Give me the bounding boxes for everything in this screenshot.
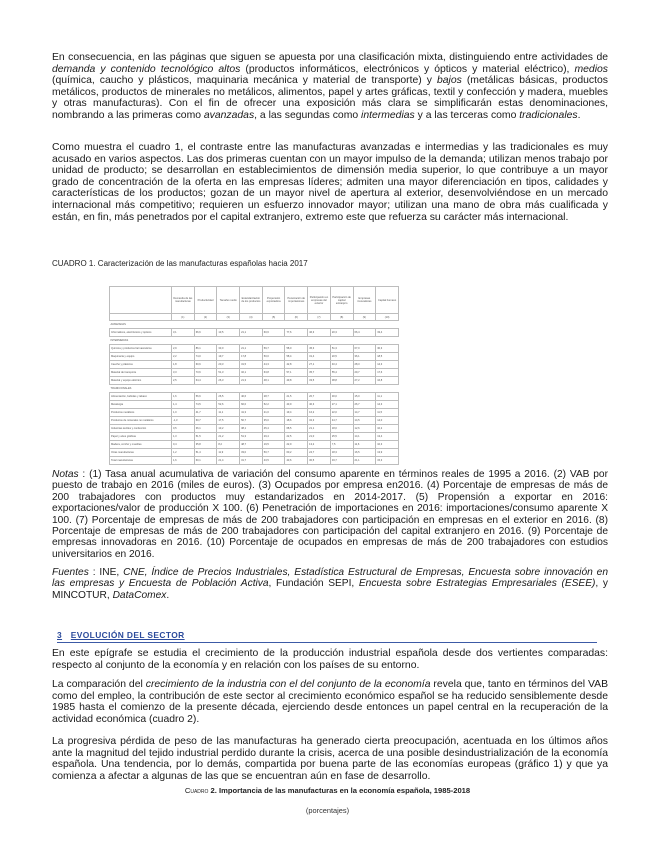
table1-cell: 22,9 (285, 441, 308, 449)
table1-cell: 60,0 (240, 401, 263, 409)
paragraph-contrast (52, 142, 608, 223)
table1-cell: 14,0 (376, 417, 399, 425)
table1-column-number (110, 314, 172, 321)
table1-cell: 29,4 (262, 433, 285, 441)
table1-cell: 32,1 (240, 369, 263, 377)
table1-cell: 74,0 (194, 353, 217, 361)
table2-caption-title: 2. Importancia de las manufacturas en la economía española, 1985-2018 (210, 786, 471, 795)
table1-cell: 21,5 (285, 393, 308, 401)
text-run: (química, caucho y plásticos, maquinaria mecánica y material de transporte) y (52, 75, 437, 87)
table1-column-number: (10) (376, 314, 399, 321)
table1-cell: 45,4 (262, 425, 285, 433)
table1-sources (52, 567, 608, 601)
table1-cell: 44,7 (330, 417, 353, 425)
table1-row (110, 393, 399, 401)
table1-row-label: Alimentación, bebidas y tabaco (110, 393, 172, 401)
table1-cell: 14,3 (376, 361, 399, 369)
table1-cell: 14,3 (376, 401, 399, 409)
table1-cell: 57,1 (285, 369, 308, 377)
table1-cell: 43,5 (262, 457, 285, 465)
table1-cell: 11,5 (376, 409, 399, 417)
table1-section-filler (172, 337, 399, 345)
table1-cell: 35,0 (262, 417, 285, 425)
table1-cell: 33,0 (240, 449, 263, 457)
table1-cell: 56,6 (194, 393, 217, 401)
table1-cell: 31,7 (240, 457, 263, 465)
table1-cell: 10,2 (376, 425, 399, 433)
table1-cell: 44,3 (262, 361, 285, 369)
table1-cell: 17,6 (376, 369, 399, 377)
table1-cell: 40,4 (330, 361, 353, 369)
table1-cell: 3,1 (172, 329, 195, 337)
italic-run: medios (574, 63, 608, 75)
table1-cell: 10,3 (376, 441, 399, 449)
table1-column-number: (2) (194, 314, 217, 321)
table2-subcaption: (porcentajes) (305, 806, 350, 815)
table1-row-label: Otras manufacturas (110, 449, 172, 457)
table1-cell: 16,2 (308, 409, 331, 417)
table1-column-number: (8) (330, 314, 353, 321)
table1-cell: 38,1 (240, 425, 263, 433)
paragraph-section-intro (52, 648, 608, 671)
table1-cell: 2,2 (172, 353, 195, 361)
text-run: : (1) Tasa anual acumulativa de variación del consumo aparente en términos reales de 1995 a 2016. (2) VAB por puesto de trabajo en 2016 (miles de euros). (3) Ocupados por empresa en2016. (4) Porcentaje de empresas de más de 200 trabajadores con productos muy estandarizados en 2014-2017. (5) Propensión a exportar en 2016: exportaciones/valor de producción X 100. (6) Penetración de importaciones en 2016: importaciones/consumo aparente X 100. (7) Porcentaje de empresas de más de 200 trabajadores con participación en empresas en el exterior en 2016. (8) Porcentaje de empresas de más de 200 trabajadores con participación del capital extranjero en 2016. (9) Porcentaje de empresas innovadoras en 2016. (10) Porcentaje de ocupados en empresas de más de 200 trabajadores con estudios universitarios en 2016. (52, 469, 608, 560)
table2-caption-lead: Cuadro (184, 786, 209, 795)
table1-cell: 35,7 (308, 369, 331, 377)
table1-header-cell: Demanda de las manufacturas (172, 287, 195, 314)
table1-section-row (110, 337, 399, 345)
table1-column-number: (5) (262, 314, 285, 321)
text-run: Como muestra el cuadro 1, el contraste entre las manufacturas avanzadas e intermedias y las tradicionales es muy acusado en varios aspectos. Las dos primeras cuentan con un mayor impulso de la demanda; utilizan menos trabajo por unidad de producto; se desarrollan en establecimientos de dimensión media superior, lo que contribuye a un mayor grado de concentración de la oferta en las empresas líderes; admiten una mayor diferenciación en tipos, calidades y características de los productos; gozan de un mayor nivel de apertura al exterior, desenvolviéndose en un mercado internacional más competitivo; requieren un esfuerzo innovador mayor; utilizan una mano de obra más cualificada y están, en fin, más penetrados por el capital extranjero, extremo este que refuerza su carácter más internacional. (52, 142, 608, 223)
table1-cell: 1,4 (172, 401, 195, 409)
table1-section-filler (172, 321, 399, 329)
table1-cell: 73,6 (194, 369, 217, 377)
table1-cell: 15,0 (353, 393, 376, 401)
table1-cell: 67,0 (353, 345, 376, 353)
table1-cell: 20,3 (330, 329, 353, 337)
paragraph-classification (52, 52, 608, 122)
table1-cell: 7,5 (330, 441, 353, 449)
table1-cell: 50,7 (262, 449, 285, 457)
table1-cell: 33,4 (376, 329, 399, 337)
table1-section-row (110, 385, 399, 393)
table1-cell: 26,7 (353, 401, 376, 409)
table1-cell: 26,5 (217, 393, 240, 401)
table1-grid (109, 286, 399, 465)
table1-cell: 35,8 (194, 441, 217, 449)
table1-cell: 48,1 (262, 377, 285, 385)
table1-cell: 58,4 (285, 353, 308, 361)
table1-cell: 60,1 (194, 457, 217, 465)
table1-cell: 1,2 (172, 449, 195, 457)
text-run: En consecuencia, en las páginas que siguen se apuesta por una clasificación mixta, distinguiendo entre actividades de (52, 52, 608, 63)
table1-cell: 21,3 (240, 377, 263, 385)
table1-row (110, 433, 399, 441)
text-run: , y MINCOTUR, (52, 578, 608, 601)
table1-cell: 20,7 (308, 393, 331, 401)
paragraph-deindustrialization (52, 736, 608, 782)
table1-row-label: Caucho y plásticos (110, 361, 172, 369)
italic-run: demanda y contenido tecnológico altos (52, 63, 241, 75)
table1-cell: 36,1 (353, 353, 376, 361)
table1-cell: 19,4 (285, 409, 308, 417)
table1-cell: 50,0 (262, 353, 285, 361)
table1-cell: 25,5 (330, 433, 353, 441)
text-run: , a las segundas como (254, 109, 362, 121)
italic-run: Encuesta sobre Estrategias Empresariales (ESEE) (358, 578, 596, 590)
table1-cell: 2,5 (172, 377, 195, 385)
table1-cell: 20,3 (217, 361, 240, 369)
table1-cell: 77,6 (285, 329, 308, 337)
table1-cell: 21,2 (217, 433, 240, 441)
table1-cell: 1,6 (172, 393, 195, 401)
table1-cell: 14,7 (353, 409, 376, 417)
table1-cell: 27,1 (330, 401, 353, 409)
table1-cell: 60,6 (262, 329, 285, 337)
table1-cell: 64,4 (194, 377, 217, 385)
table1-cell: 51,4 (194, 449, 217, 457)
text-run: . (166, 589, 170, 601)
table1-section-filler (172, 385, 399, 393)
table1-cell: 63,8 (262, 369, 285, 377)
text-run: La comparación del (52, 679, 146, 690)
table1-cell: 19,5 (262, 441, 285, 449)
table1-row (110, 377, 399, 385)
table1-row-label: Metalurgia (110, 401, 172, 409)
table1-column-number: (7) (308, 314, 331, 321)
italic-run: intermedias (361, 109, 415, 121)
text-run: . (577, 109, 581, 121)
table1-cell: 21,0 (308, 433, 331, 441)
table1-row-label: TRADICIONALES (110, 385, 172, 393)
table1-cell: 1,6 (172, 457, 195, 465)
table1-cell: 17,5 (217, 417, 240, 425)
table1-cell: 86,1 (194, 345, 217, 353)
italic-run: Notas (52, 469, 79, 480)
table1-cell: 41,7 (194, 409, 217, 417)
table1-cell: 49,8 (285, 377, 308, 385)
text-run: La progresiva pérdida de peso de las manufacturas ha generado cierta preocupación, acentuada en los últimos años ante la magnitud del tejido industrial perdido durante la crisis, acerca de una posible desindustrialización de la economía española. Una tendencia, por lo demás, compartida por buena parte de las economías europeas (gráfico 1) y que ya comienza a afectar a algunas de las que se encuentran aún en fase de desarrollo. (52, 736, 608, 782)
table1-row (110, 409, 399, 417)
table1-cell: 14,1 (353, 433, 376, 441)
table1-cell: 41,3 (240, 409, 263, 417)
italic-run: bajos (436, 75, 462, 87)
table1-cell: 27,1 (308, 361, 331, 369)
table1-row-label: Química y productos farmacéuticos (110, 345, 172, 353)
table1-row-label: Madera, corcho y muebles (110, 441, 172, 449)
text-run: : INE, (88, 567, 124, 578)
table1-column-number: (3) (217, 314, 240, 321)
table1-row-label: AVANZADAS (110, 321, 172, 329)
table1-cell: 43,6 (285, 457, 308, 465)
table1 (109, 286, 399, 462)
table1-row (110, 417, 399, 425)
table1-cell: 52,6 (217, 401, 240, 409)
table1-cell: 11,6 (353, 441, 376, 449)
table1-cell: 13,2 (308, 441, 331, 449)
table1-row-label: Informáticos, electrónicos y ópticos (110, 329, 172, 337)
table1-cell: 36,1 (194, 425, 217, 433)
table1-cell: 60,2 (285, 449, 308, 457)
table1-row-label: Material y equipo eléctrico (110, 377, 172, 385)
table1-cell: 60,7 (194, 417, 217, 425)
section-number: 3 (57, 630, 63, 640)
table1-row-label: INTERMEDIAS (110, 337, 172, 345)
table1-cell: 30,0 (330, 393, 353, 401)
table1-cell: 0,5 (172, 425, 195, 433)
table1-cell: 13,9 (376, 449, 399, 457)
section-title: EVOLUCIÓN DEL SECTOR (70, 630, 185, 640)
table1-column-number: (6) (285, 314, 308, 321)
table1-cell: 40,3 (308, 401, 331, 409)
table1-row (110, 361, 399, 369)
table1-column-number: (4) (240, 314, 263, 321)
table1-cell: 11,1 (217, 409, 240, 417)
table1-row-label: Productos de minerales no metálicos (110, 417, 172, 425)
table1-cell: 18,0 (330, 425, 353, 433)
table1-column-number: (9) (353, 314, 376, 321)
table1-row-label: Material de transporte (110, 369, 172, 377)
table1-cell: 16,5 (353, 449, 376, 457)
table1-cell: 32,3 (308, 417, 331, 425)
table1-caption: CUADRO 1. Caracterización de las manufacturas españolas hacia 2017 (52, 259, 308, 268)
text-run: , Fundación SEPI, (268, 578, 359, 590)
table1-cell: 66,4 (353, 329, 376, 337)
table1-cell: 18,6 (285, 417, 308, 425)
table1-cell: 13,4 (376, 433, 399, 441)
table1-cell: 28,3 (353, 361, 376, 369)
table1-row (110, 345, 399, 353)
table1-cell: 33,0 (217, 345, 240, 353)
table1-cell: 50,7 (240, 417, 263, 425)
table1-cell: 24,7 (308, 449, 331, 457)
table1-cell: 21,1 (353, 457, 376, 465)
table1-cell: 18,3 (330, 449, 353, 457)
table1-row-label: Industrias textiles y confección (110, 425, 172, 433)
table1-cell: 20,5 (330, 353, 353, 361)
table1-cell: 43,9 (285, 401, 308, 409)
table1-cell: 22,5 (285, 433, 308, 441)
table1-cell: 3,3 (172, 369, 195, 377)
table1-cell: 42,8 (285, 361, 308, 369)
table1-cell: 46,3 (308, 329, 331, 337)
table1-cell: 14,5 (353, 417, 376, 425)
table1-header-cell: Propensión exportadora (262, 287, 285, 314)
table1-cell: 51,3 (217, 369, 240, 377)
table1-cell: 45,3 (308, 345, 331, 353)
table1-row-label: Productos metálicos (110, 409, 172, 417)
table1-cell: 31,5 (240, 361, 263, 369)
table1-section-row (110, 321, 399, 329)
table1-cell: 8,2 (217, 441, 240, 449)
text-run: (metálicas básicas, productos metálicos, productos de minerales no metálicos, alimentos, papel y artes gráficas, textil y confección y madera, muebles y otras manufacturas). Con el fin de ofrecer una exposición más clara se simplificarán estas denominaciones, nombrando a las primeras como (52, 75, 608, 121)
table1-cell: 13,5 (217, 329, 240, 337)
table1-header-cell: Productividad (194, 287, 217, 314)
table1-cell: 21,0 (262, 409, 285, 417)
table1-cell: 27,2 (353, 377, 376, 385)
table1-cell: 66,6 (194, 329, 217, 337)
table1-cell: 33,5 (308, 377, 331, 385)
italic-run: CNE, Índice de Precios Industriales, Estadística Estructural de Empresas, Encuesta sobre innovación en las empresas y Encuesta de Población Activa (52, 567, 608, 590)
paragraph-growth-comparison (52, 679, 608, 725)
table1-cell: 29,7 (353, 369, 376, 377)
table1-row (110, 353, 399, 361)
table1-cell: 48,7 (240, 441, 263, 449)
table1-cell: 21,1 (240, 329, 263, 337)
table1-column-number: (1) (172, 314, 195, 321)
table1-cell: -1,3 (172, 417, 195, 425)
table1-cell: 33,7 (330, 457, 353, 465)
table1-row (110, 441, 399, 449)
table1-cell: 21,1 (240, 345, 263, 353)
table1-cell: 38,8 (330, 377, 353, 385)
table1-cell: 21,1 (308, 425, 331, 433)
table1-cell: 16,8 (376, 377, 399, 385)
table1-cell: 1,3 (172, 433, 195, 441)
text-run: (productos informáticos, electrónicos y ópticos y material eléctrico), (240, 63, 575, 75)
table1-cell: 60,6 (194, 361, 217, 369)
table1-cell: 51,3 (330, 345, 353, 353)
table1-cell: 30,3 (376, 345, 399, 353)
section-heading (57, 630, 597, 643)
table1-header-cell: Participación en empresas del exterior (308, 287, 331, 314)
table1-cell: 11,9 (217, 449, 240, 457)
table1-cell: 26,3 (217, 377, 240, 385)
table1-cell: 40,6 (240, 393, 263, 401)
table1-cell: 2,9 (172, 345, 195, 353)
table1-cell: 51,5 (194, 433, 217, 441)
table1-cell: 52,2 (262, 401, 285, 409)
table1-header-cell: Empresas innovadoras (353, 287, 376, 314)
table1-notes (52, 469, 608, 560)
table1-row (110, 329, 399, 337)
text-run: y a las terceras como (414, 109, 520, 121)
table1-cell: 74,5 (194, 401, 217, 409)
table1-row-label: Maquinaria y equipo (110, 353, 172, 361)
table1-row-label: Total manufacturas (110, 457, 172, 465)
table1-cell: 31,4 (308, 353, 331, 361)
italic-run: avanzadas (203, 109, 255, 121)
table1-cell: 68,5 (285, 425, 308, 433)
table1-column-number-row (110, 314, 399, 321)
italic-run: DataComex (112, 589, 167, 601)
table1-header-cell: Estandarización de los productos (240, 287, 263, 314)
table1-cell: 21,4 (217, 457, 240, 465)
table1-cell: 0,4 (172, 441, 195, 449)
table1-header-cell: Capital humano (376, 287, 399, 314)
table1-cell: 17,8 (240, 353, 263, 361)
table2-caption (0, 786, 655, 795)
table1-row (110, 369, 399, 377)
table1-cell: 51,3 (240, 433, 263, 441)
table1-cell: 30,5 (308, 457, 331, 465)
table1-cell: 59,7 (262, 345, 285, 353)
table1-cell: 1,8 (172, 361, 195, 369)
text-run: revela que, tanto en términos del VAB como del empleo, la contribución de este sector al crecimiento económico español se ha reducido sensiblemente desde 1985 hasta el comienzo de la presente década, ejerciendo desde entonces un papel central en la recuperación de la actividad económica (cuadro 2). (52, 679, 608, 725)
table1-cell: 22,0 (330, 409, 353, 417)
table1-row (110, 457, 399, 465)
table1-header-cell (110, 287, 172, 314)
table1-cell: 58,0 (285, 345, 308, 353)
table1-header-cell: Tamaño medio (217, 287, 240, 314)
table1-cell: 19,7 (217, 353, 240, 361)
table1-cell: 1,0 (172, 409, 195, 417)
table1-header-cell: Participación de capital extranjero (330, 287, 353, 314)
table1-cell: 13,2 (217, 425, 240, 433)
italic-run: crecimiento de la industria con el del conjunto de la economía (145, 679, 431, 690)
table1-cell: 15,3 (376, 457, 399, 465)
italic-run: Fuentes (52, 567, 89, 578)
table1-cell: 12,6 (353, 425, 376, 433)
table1-row (110, 449, 399, 457)
table1-cell: 11,1 (376, 393, 399, 401)
table1-cell: 28,7 (262, 393, 285, 401)
text-run: En este epígrafe se estudia el crecimiento de la producción industrial española desde dos vertientes comparadas: respecto al conjunto de la economía y en relación con los países de su entorno. (52, 648, 608, 671)
table1-row-label: Papel y artes gráficas (110, 433, 172, 441)
table1-header-cell: Penetración de importaciones (285, 287, 308, 314)
table1-row (110, 401, 399, 409)
italic-run: tradicionales (519, 109, 578, 121)
table1-header-row (110, 287, 399, 314)
table1-cell: 18,5 (376, 353, 399, 361)
table1-cell: 55,4 (330, 369, 353, 377)
table1-row (110, 425, 399, 433)
